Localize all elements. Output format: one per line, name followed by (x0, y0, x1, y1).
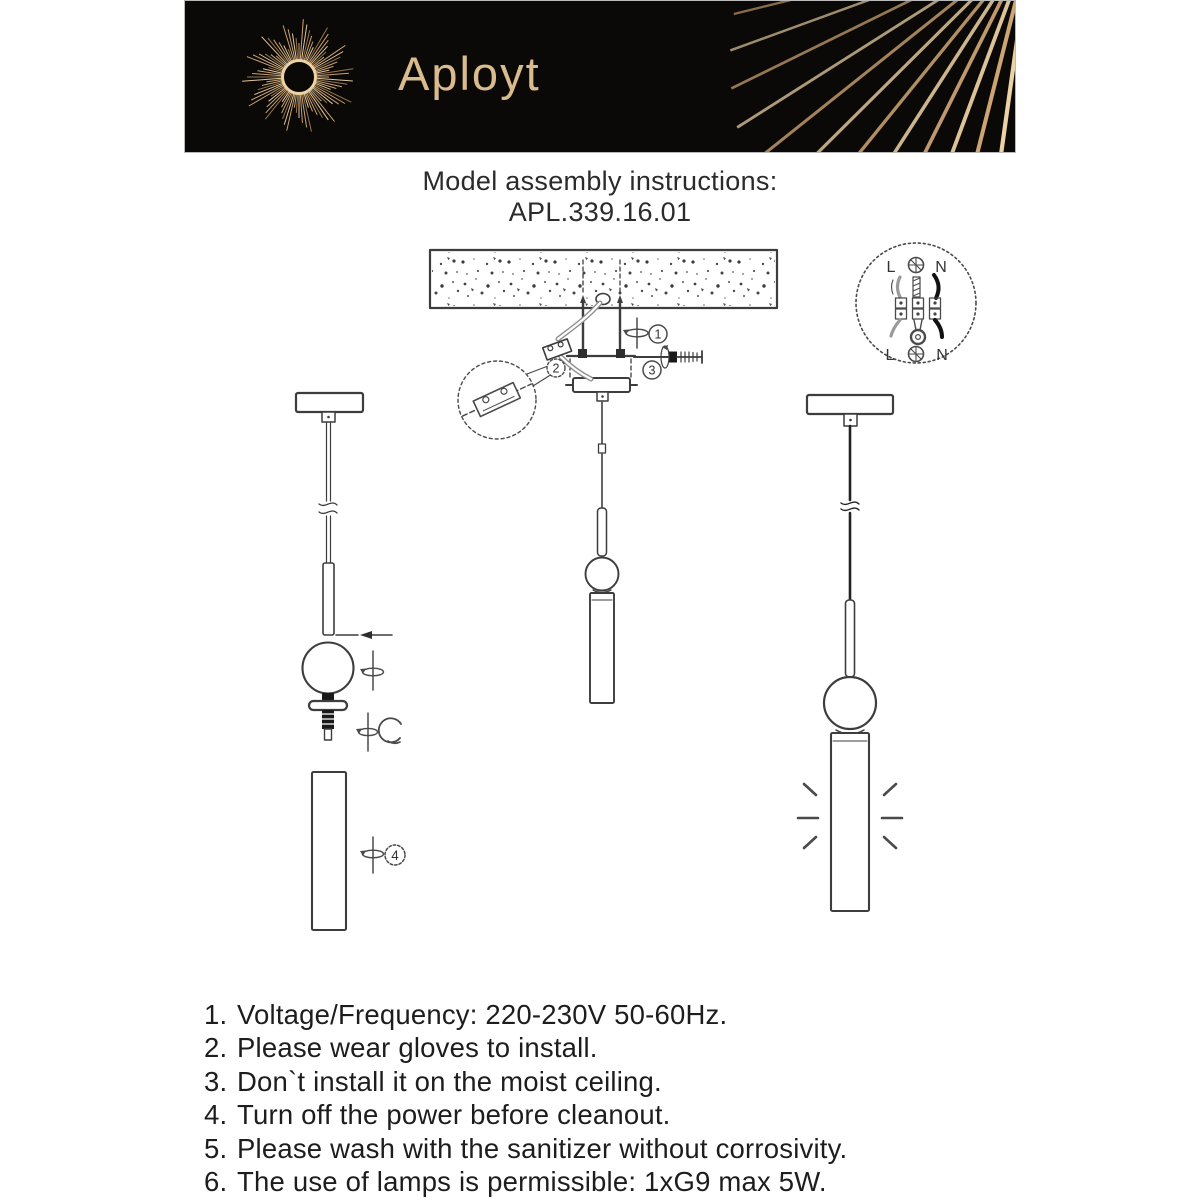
pendant-left (296, 393, 392, 930)
pendant-center (586, 401, 619, 703)
instruction-item (204, 1031, 1104, 1064)
instruction-text: Please wear gloves to install. (237, 1032, 598, 1064)
callout-1 (649, 325, 667, 343)
page-title: Model assembly instructions: (422, 166, 778, 196)
ceiling-slab (430, 250, 777, 308)
instruction-text: Don`t install it on the moist ceiling. (237, 1065, 662, 1097)
wiring-top-l-label: L (886, 259, 896, 276)
canopy-center (566, 378, 637, 401)
instruction-item (204, 1065, 1104, 1098)
callout-3 (643, 361, 661, 379)
bulb-icon (379, 718, 401, 743)
callout-1-label: 1 (654, 327, 662, 342)
instruction-item (204, 998, 1104, 1031)
instruction-text: Please wash with the sanitizer without corrosivity. (237, 1132, 848, 1164)
callout-2 (547, 359, 565, 377)
brand-logo-text: Aployt (398, 46, 541, 100)
earth-screw-bottom-icon (909, 347, 924, 362)
instruction-number: 2. (204, 1032, 228, 1064)
callout-4-label: 4 (391, 848, 399, 863)
model-number: APL.339.16.01 (508, 197, 692, 227)
instruction-text: Turn off the power before cleanout. (237, 1099, 671, 1131)
instruction-number: 5. (204, 1132, 228, 1164)
wiring-top-n-label: N (935, 259, 947, 276)
callout-4 (385, 845, 405, 865)
callout-2-label: 2 (552, 361, 560, 376)
instruction-number: 3. (204, 1065, 228, 1097)
instruction-number: 6. (204, 1166, 228, 1198)
rotate-icon-2 (360, 651, 384, 690)
rotate-icon-3 (356, 713, 378, 751)
wiring-bottom-l-label: L (885, 347, 895, 364)
pendant-right (798, 395, 902, 911)
instruction-number: 4. (204, 1099, 228, 1131)
instruction-item (204, 1165, 1104, 1198)
instruction-number: 1. (204, 999, 228, 1030)
instruction-text: The use of lamps is permissible: 1xG9 max 5W. (237, 1166, 827, 1198)
instruction-item (204, 1132, 1104, 1165)
wiring-bottom-n-label: N (936, 347, 948, 364)
rotate-icon-4 (360, 837, 384, 873)
instruction-list (204, 998, 1104, 1198)
rotate-icon-1 (623, 318, 648, 348)
terminal-magnifier-detail (458, 361, 552, 439)
wiring-detail (856, 243, 976, 364)
earth-screw-top-icon (909, 258, 924, 273)
callout-3-label: 3 (648, 363, 656, 378)
instruction-text: Voltage/Frequency: 220-230V 50-60Hz. (237, 999, 728, 1030)
instruction-item (204, 1098, 1104, 1131)
